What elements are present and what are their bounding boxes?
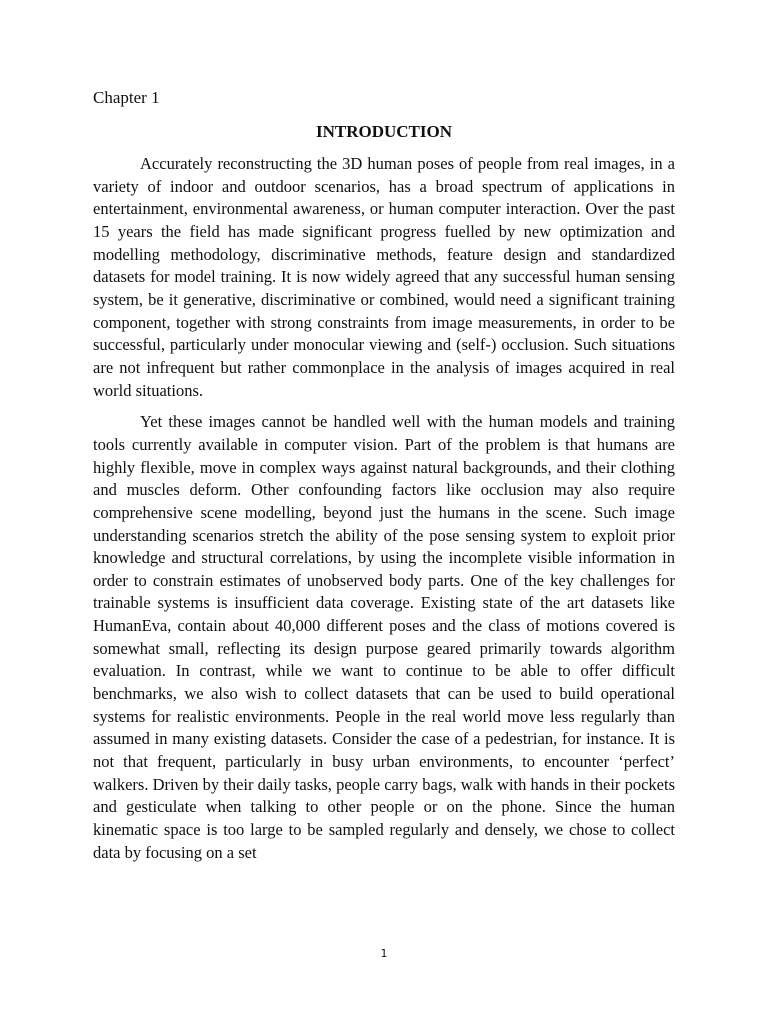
paragraph: Yet these images cannot be handled well with the human models and training tools currently available in computer vision. Part of the problem is that humans are highly flexible, move in complex ways against natural backgrounds, and their clothing and muscles deform. Other confounding factors like occlusion may also require comprehensive scene modelling, beyond just the humans in the scene. Such image understanding scenarios stretch the ability of the pose sensing system to exploit prior knowledge and structural correlations, by using the incomplete visible information in order to constrain estimates of unobserved body parts. One of the key challenges for trainable systems is insufficient data coverage. Existing state of the art datasets like HumanEva, contain about 40,000 different poses and the class of motions covered is somewhat small, reflecting its design purpose geared primarily towards algorithm evaluation. In contrast, while we want to continue to be able to offer difficult benchmarks, we also wish to collect datasets that can be used to build operational systems for realistic environments. People in the real world move less regularly than assumed in many existing datasets. Consider the case of a pedestrian, for instance. It is not that frequent, particularly in busy urban environments, to encounter ‘perfect’ walkers. Driven by their daily tasks, people carry bags, walk with hands in their pockets and gesticulate when talking to other people or on the phone. Since the human kinematic space is too large to be sampled regularly and densely, we chose to collect data by focusing on a set [93, 412, 675, 862]
page-number: 1 [380, 947, 388, 960]
chapter-label: Chapter 1 [93, 88, 160, 107]
body-text [93, 153, 675, 873]
paragraph: Accurately reconstructing the 3D human poses of people from real images, in a variety of indoor and outdoor scenarios, has a broad spectrum of applications in entertainment, environmental awareness, or human computer interaction. Over the past 15 years the field has made significant progress fuelled by new optimization and modelling methodology, discriminative methods, feature design and standardized datasets for model training. It is now widely agreed that any successful human sensing system, be it generative, discriminative or combined, would need a significant training component, together with strong constraints from image measurements, in order to be successful, particularly under monocular viewing and (self-) occlusion. Such situations are not infrequent but rather commonplace in the analysis of images acquired in real world situations. [93, 154, 675, 400]
section-title: INTRODUCTION [315, 122, 453, 141]
